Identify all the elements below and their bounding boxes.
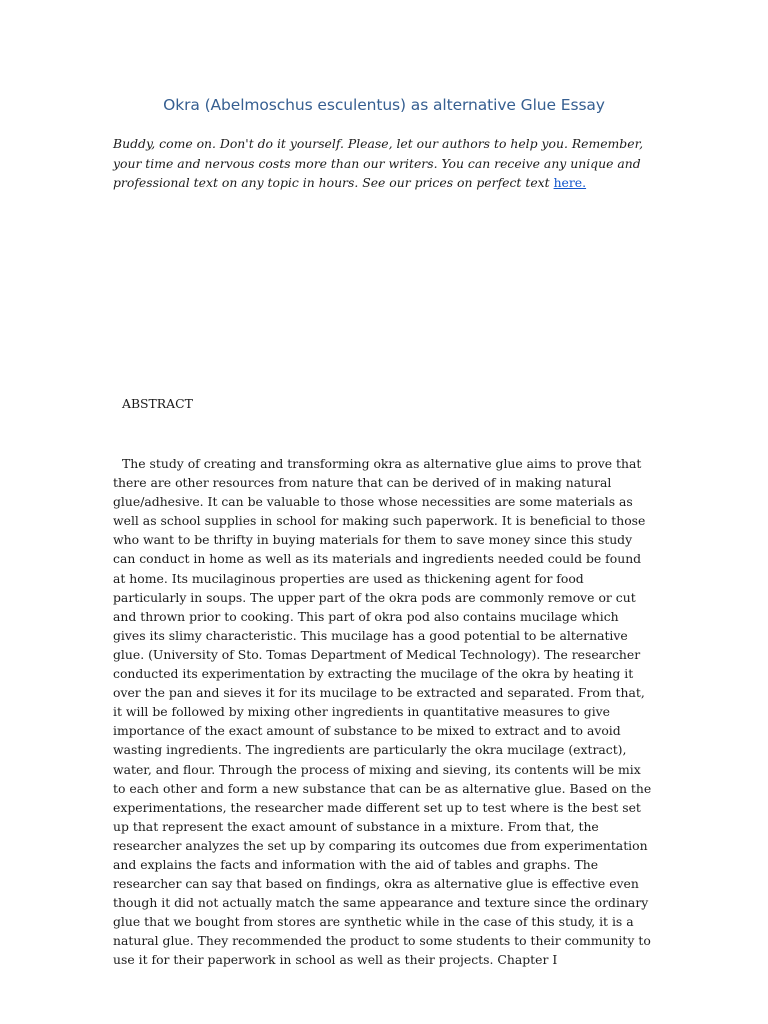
intro-text: Buddy, come on. Don't do it yourself. Please, let our authors to help you. Remember, your time and nervous costs more than our writers. You can receive any unique and professional text on any topic in hours. See our prices on perfect text [113,136,644,190]
page-title: Okra (Abelmoschus esculentus) as alternative Glue Essay [163,96,605,114]
abstract-body: The study of creating and transforming okra as alternative glue aims to prove that there are other resources from nature that can be derived of in making natural glue/adhesive. It can be valuable to those whose necessities are some materials as well as school supplies in school for making such paperwork. It is beneficial to those who want to be thrifty in buying materials for them to save money since this study can conduct in home as well as its materials and ingredients needed could be found at home. Its mucilaginous properties are used as thickening agent for food particularly in soups. The upper part of the okra pods are commonly remove or cut and thrown prior to cooking. This part of okra pod also contains mucilage which gives its slimy characteristic. This mucilage has a good potential to be alternative glue. (University of Sto. Tomas Department of Medical Technology). The researcher conducted its experimentation by extracting the mucilage of the okra by heating it over the pan and sieves it for its mucilage to be extracted and separated. From that, it will be followed by mixing other ingredients in quantitative measures to give importance of the exact amount of substance to be mixed to extract and to avoid wasting ingredients. The ingredients are particularly the okra mucilage (extract), water, and flour. Through the process of mixing and sieving, its contents will be mix to each other and form a new substance that can be as alternative glue. Based on the experimentations, the researcher made different set up to test where is the best set up that represent the exact amount of substance in a mixture. From that, the researcher analyzes the set up by comparing its outcomes due from experimentation and explains the facts and information with the aid of tables and graphs. The researcher can say that based on findings, okra as alternative glue is effective even though it did not actually match the same appearance and texture since the ordinary glue that we bought from stores are synthetic while in the case of this study, it is a natural glue. They recommended the product to some students to their community to use it for their paperwork in school as well as their projects. Chapter I [113,456,652,968]
intro-paragraph [113,134,653,193]
prices-link[interactable]: here. [553,175,587,190]
abstract-heading: ABSTRACT [122,396,193,411]
